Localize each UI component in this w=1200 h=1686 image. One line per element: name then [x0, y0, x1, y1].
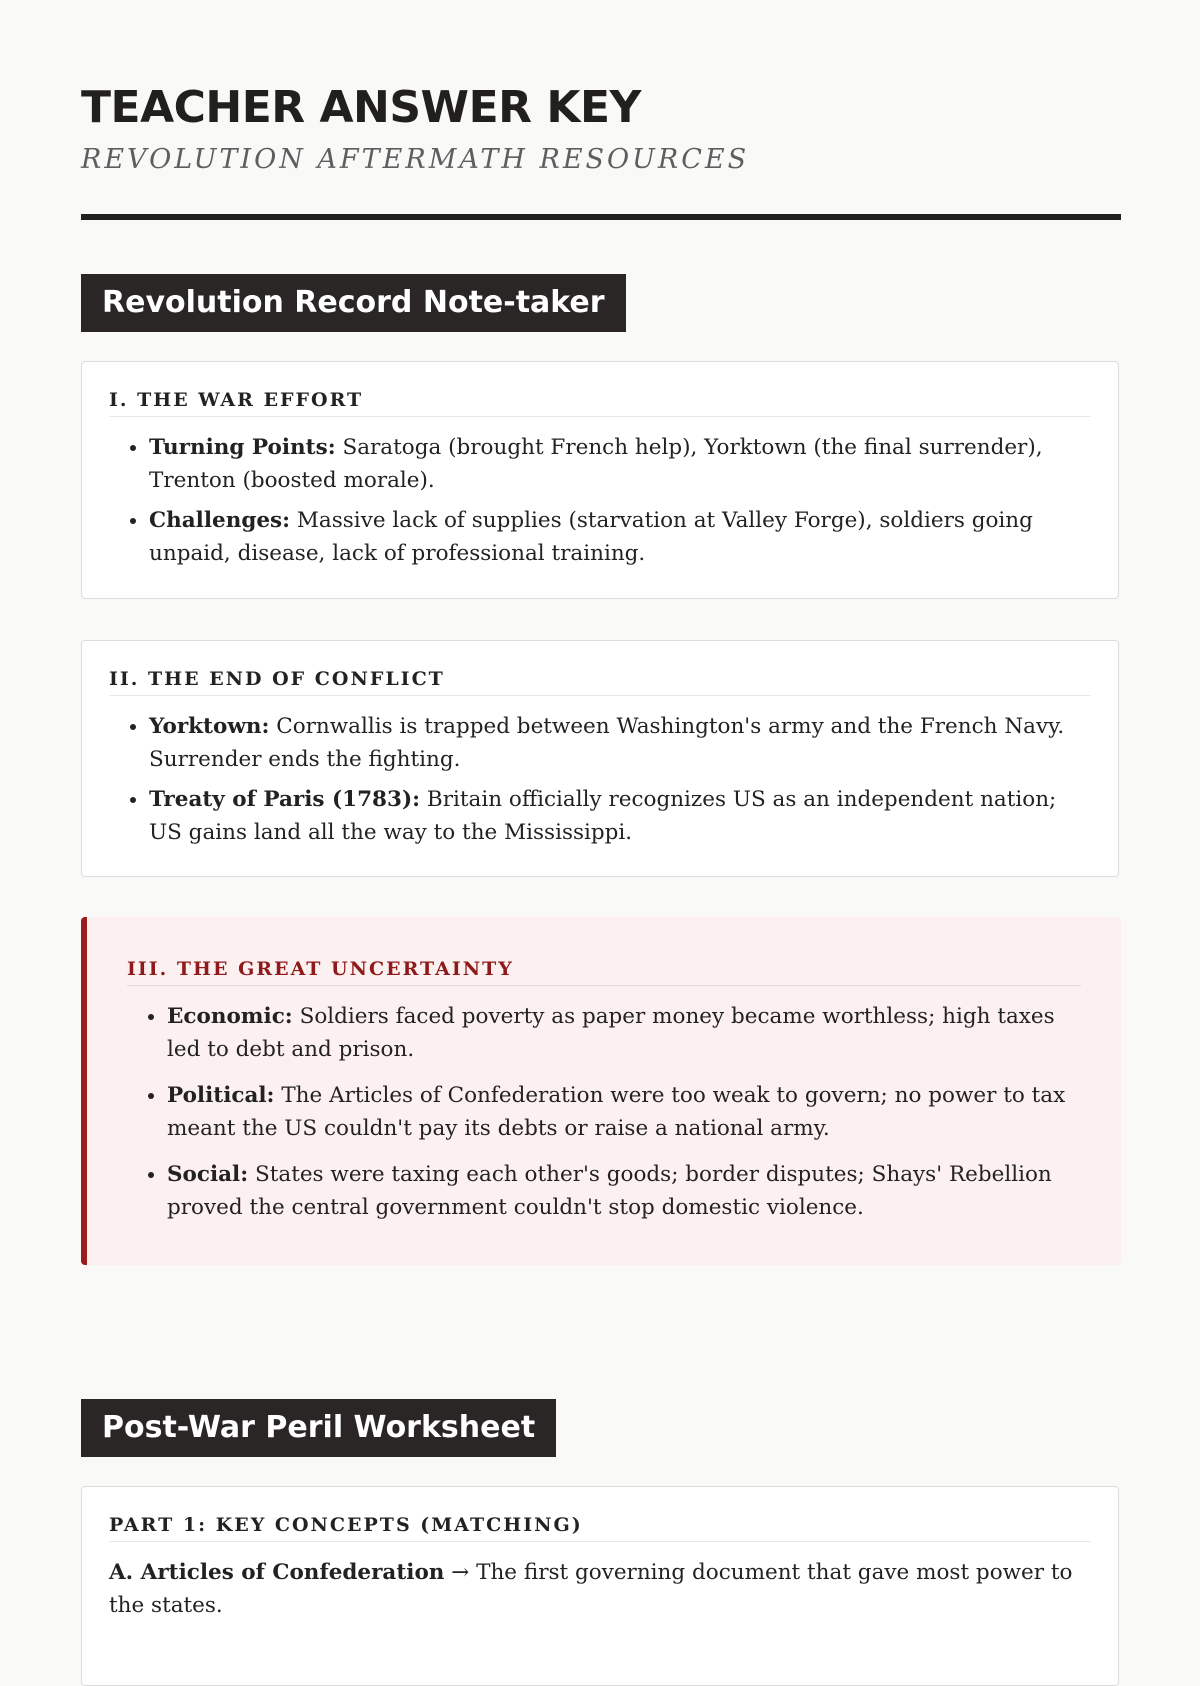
list-item [167, 1000, 1121, 1066]
matching-term: A. Articles of Confederation [109, 1560, 445, 1585]
item-text: The Articles of Confederation were too weak to govern; no power to tax meant the US couldn't pay its debts or raise a national army. [167, 1083, 1066, 1141]
key-concepts-heading: PART 1: KEY CONCEPTS (MATCHING) [109, 1513, 1091, 1542]
item-term: Economic: [167, 1004, 293, 1029]
end-of-conflict-list [82, 710, 1118, 849]
list-item [149, 504, 1118, 570]
document-title: TEACHER ANSWER KEY [81, 82, 641, 133]
list-item [149, 431, 1118, 497]
war-effort-card [81, 361, 1119, 599]
matching-item [109, 1556, 1091, 1622]
list-item [167, 1079, 1121, 1145]
item-term: Social: [167, 1162, 249, 1187]
item-text: Saratoga (brought French help), Yorktown (the final surrender), Trenton (boosted morale). [149, 435, 1043, 493]
document-header [81, 82, 1121, 178]
great-uncertainty-card [81, 917, 1121, 1265]
key-concepts-card [81, 1486, 1119, 1686]
list-item [149, 783, 1118, 849]
item-text: Britain officially recognizes US as an independent nation; US gains land all the way to the Mississippi. [149, 787, 1057, 845]
header-divider [81, 214, 1121, 220]
matching-definition: The first governing document that gave most power to the states. [109, 1560, 1073, 1618]
great-uncertainty-heading: III. THE GREAT UNCERTAINTY [127, 957, 1081, 986]
document-subtitle: REVOLUTION AFTERMATH RESOURCES [81, 144, 750, 175]
item-term: Political: [167, 1083, 275, 1108]
end-of-conflict-card [81, 640, 1119, 877]
war-effort-list [82, 431, 1118, 570]
great-uncertainty-list [87, 1000, 1121, 1224]
war-effort-heading: I. THE WAR EFFORT [109, 388, 1091, 417]
item-text: Soldiers faced poverty as paper money became worthless; high taxes led to debt and prison. [167, 1004, 1055, 1062]
item-text: States were taxing each other's goods; border disputes; Shays' Rebellion proved the central government couldn't stop domestic violence. [167, 1162, 1052, 1220]
matching-arrow: → [444, 1560, 477, 1585]
note-taker-heading: Revolution Record Note-taker [81, 274, 626, 332]
list-item [149, 710, 1118, 776]
end-of-conflict-heading: II. THE END OF CONFLICT [109, 667, 1091, 696]
list-item [167, 1158, 1121, 1224]
item-text: Cornwallis is trapped between Washington's army and the French Navy. Surrender ends the fighting. [149, 714, 1065, 772]
item-term: Turning Points: [149, 435, 336, 460]
item-text: Massive lack of supplies (starvation at Valley Forge), soldiers going unpaid, disease, lack of professional training. [149, 508, 1033, 566]
item-term: Yorktown: [149, 714, 270, 739]
item-term: Challenges: [149, 508, 291, 533]
worksheet-heading: Post-War Peril Worksheet [81, 1399, 556, 1457]
item-term: Treaty of Paris (1783): [149, 787, 421, 812]
